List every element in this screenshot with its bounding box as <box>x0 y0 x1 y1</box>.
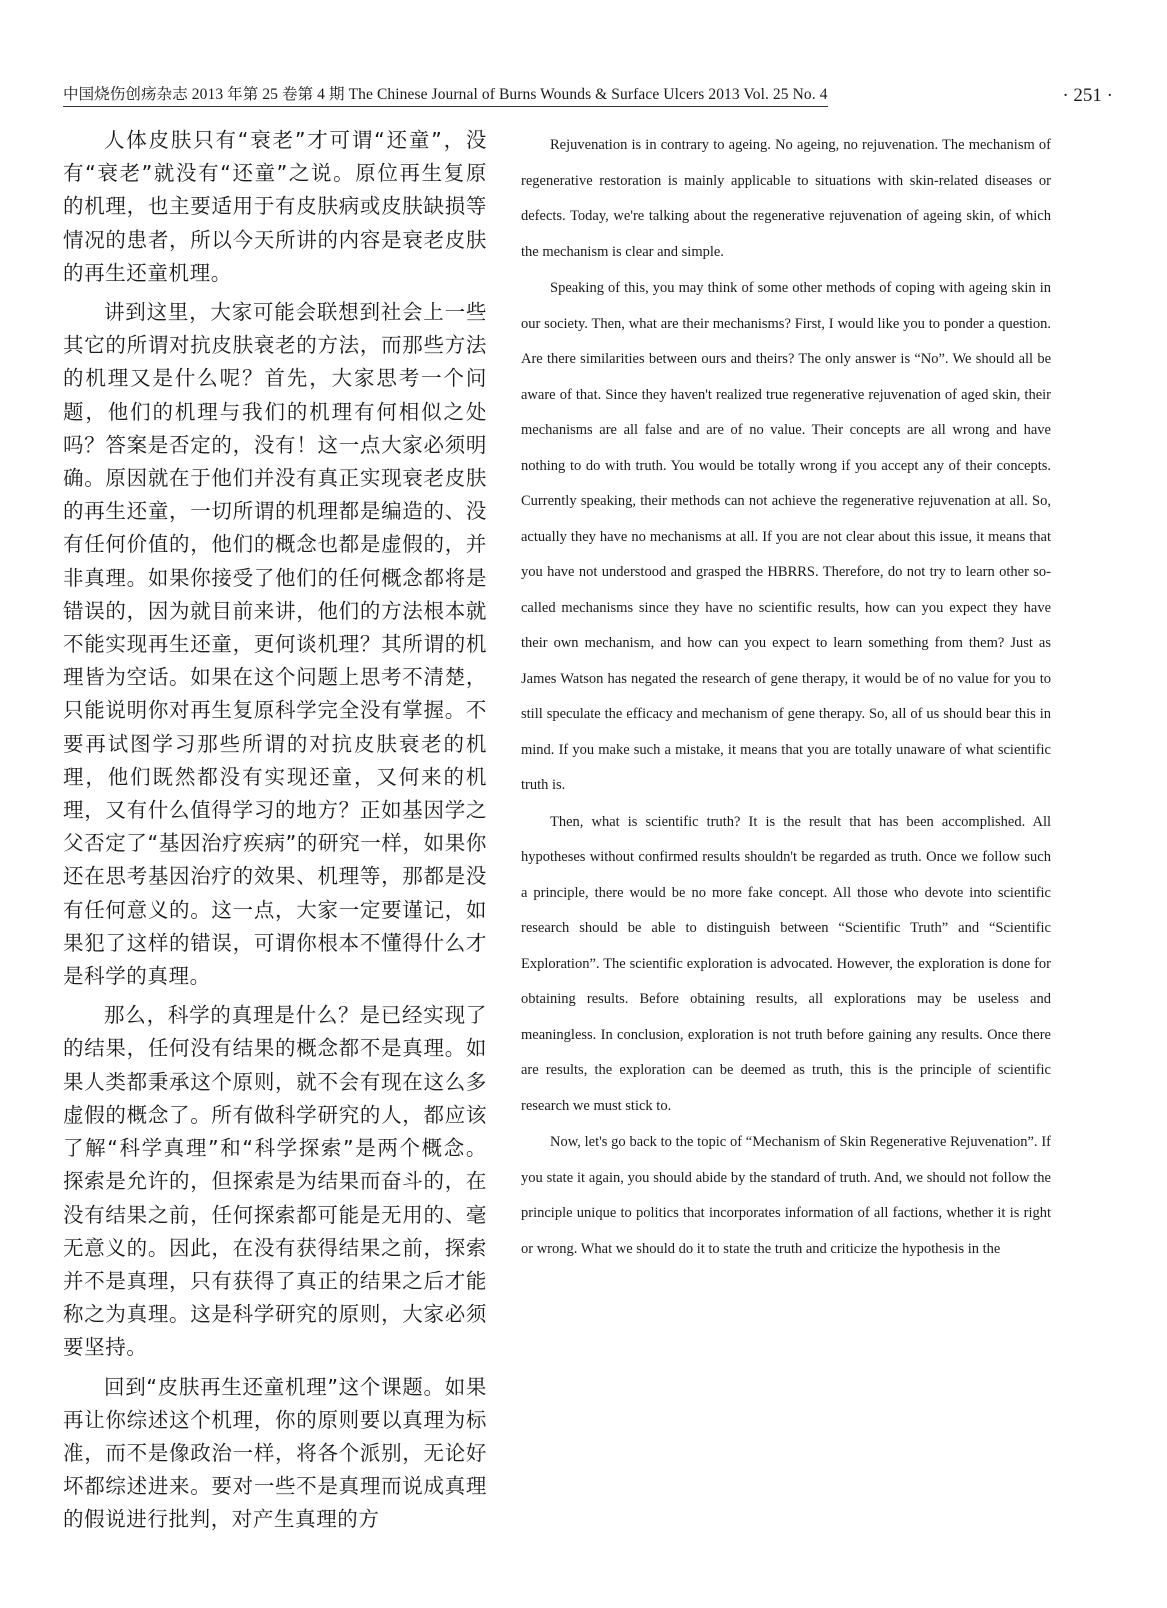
en-paragraph: Then, what is scientific truth? It is the result that has been accomplished. All hypotheses without confirmed results shouldn't be regarded as truth. Once we follow such a principle, there would be no more fake concept. All those who devote into scientific research should be able to distinguish between “Scientific Truth” and “Scientific Exploration”. The scientific exploration is advocated. However, the exploration is done for obtaining results. Before obtaining results, all explorations may be useless and meaningless. In conclusion, exploration is not truth before gaining any results. Once there are results, the exploration can be deemed as truth, this is the principle of scientific research we must stick to. <box>521 813 1051 1114</box>
cn-paragraph: 人体皮肤只有“衰老”才可谓“还童”，没有“衰老”就没有“还童”之说。原位再生复原的机理，也主要适用于有皮肤病或皮肤缺损等情况的患者，所以今天所讲的内容是衰老皮肤的再生还童机理。 <box>63 128 487 285</box>
cn-paragraph: 讲到这里，大家可能会联想到社会上一些其它的所谓对抗皮肤衰老的方法，而那些方法的机理又是什么呢？首先，大家思考一个问题，他们的机理与我们的机理有何相似之处吗？答案是否定的，没有！这一点大家必须明确。原因就在于他们并没有真正实现衰老皮肤的再生还童，一切所谓的机理都是编造的、没有任何价值的，他们的概念也都是虚假的，并非真理。如果你接受了他们的任何概念都将是错误的，因为就目前来讲，他们的方法根本就不能实现再生还童，更何谈机理？其所谓的机理皆为空话。如果在这个问题上思考不清楚，只能说明你对再生复原科学完全没有掌握。不要再试图学习那些所谓的对抗皮肤衰老的机理，他们既然都没有实现还童，又何来的机理，又有什么值得学习的地方？正如基因学之父否定了“基因治疗疾病”的研究一样，如果你还在思考基因治疗的效果、机理等，那都是没有任何意义的。这一点，大家一定要谨记，如果犯了这样的错误，可谓你根本不懂得什么才是科学的真理。 <box>63 300 487 989</box>
cn-paragraph: 回到“皮肤再生还童机理”这个课题。如果再让你综述这个机理，你的原则要以真理为标准，而不是像政治一样，将各个派别，无论好坏都综述进来。要对一些不是真理而说成真理的假说进行批判，对产生真理的方 <box>63 1374 487 1532</box>
english-text-column <box>521 128 1051 1267</box>
running-header <box>63 81 1113 107</box>
journal-running-title: 中国烧伤创疡杂志 2013 年第 25 卷第 4 期 The Chinese Journal of Burns Wounds & Surface Ulcers 2013 Vol. 25 No. 4 <box>63 82 828 107</box>
en-paragraph: Now, let's go back to the topic of “Mechanism of Skin Regenerative Rejuvenation”. If you state it again, you should abide by the standard of truth. And, we should not follow the principle unique to politics that incorporates information of all factions, whether it is right or wrong. What we should do it to state the truth and criticize the hypothesis in the <box>521 1134 1051 1257</box>
chinese-text-column <box>63 124 487 1537</box>
en-paragraph: Rejuvenation is in contrary to ageing. No ageing, no rejuvenation. The mechanism of regenerative restoration is mainly applicable to situations with skin-related diseases or defects. Today, we're talking about the regenerative rejuvenation of ageing skin, of which the mechanism is clear and simple. <box>521 137 1051 260</box>
en-paragraph: Speaking of this, you may think of some other methods of coping with ageing skin in our society. Then, what are their mechanisms? First, I would like you to ponder a question. Are there similarities between ours and theirs? The only answer is “No”. We should all be aware of that. Since they haven't realized true regenerative rejuvenation of aged skin, their mechanisms are all false and are of no value. Their concepts are all wrong and have nothing to do with truth. You would be totally wrong if you accept any of their concepts. Currently speaking, their methods can not achieve the regenerative rejuvenation at all. So, actually they have no mechanisms at all. If you are not clear about this issue, it means that you have not understood and grasped the HBRRS. Therefore, do not try to learn other so-called mechanisms since they have no scientific results, how can you expect they have their own mechanism, and how can you expect to learn something from them? Just as James Watson has negated the research of gene therapy, it would be of no value for you to still speculate the efficacy and mechanism of gene therapy. So, all of us should bear this in mind. If you make such a mistake, it means that you are totally unaware of what scientific truth is. <box>521 280 1051 793</box>
page-number: · 251 · <box>1062 85 1113 106</box>
cn-paragraph: 那么，科学的真理是什么？是已经实现了的结果，任何没有结果的概念都不是真理。如果人类都秉承这个原则，就不会有现在这么多虚假的概念了。所有做科学研究的人，都应该了解“科学真理”和“科学探索”是两个概念。探索是允许的，但探索是为结果而奋斗的，在没有结果之前，任何探索都可能是无用的、毫无意义的。因此，在没有获得结果之前，探索并不是真理，只有获得了真正的结果之后才能称之为真理。这是科学研究的原则，大家必须要坚持。 <box>63 1003 487 1360</box>
